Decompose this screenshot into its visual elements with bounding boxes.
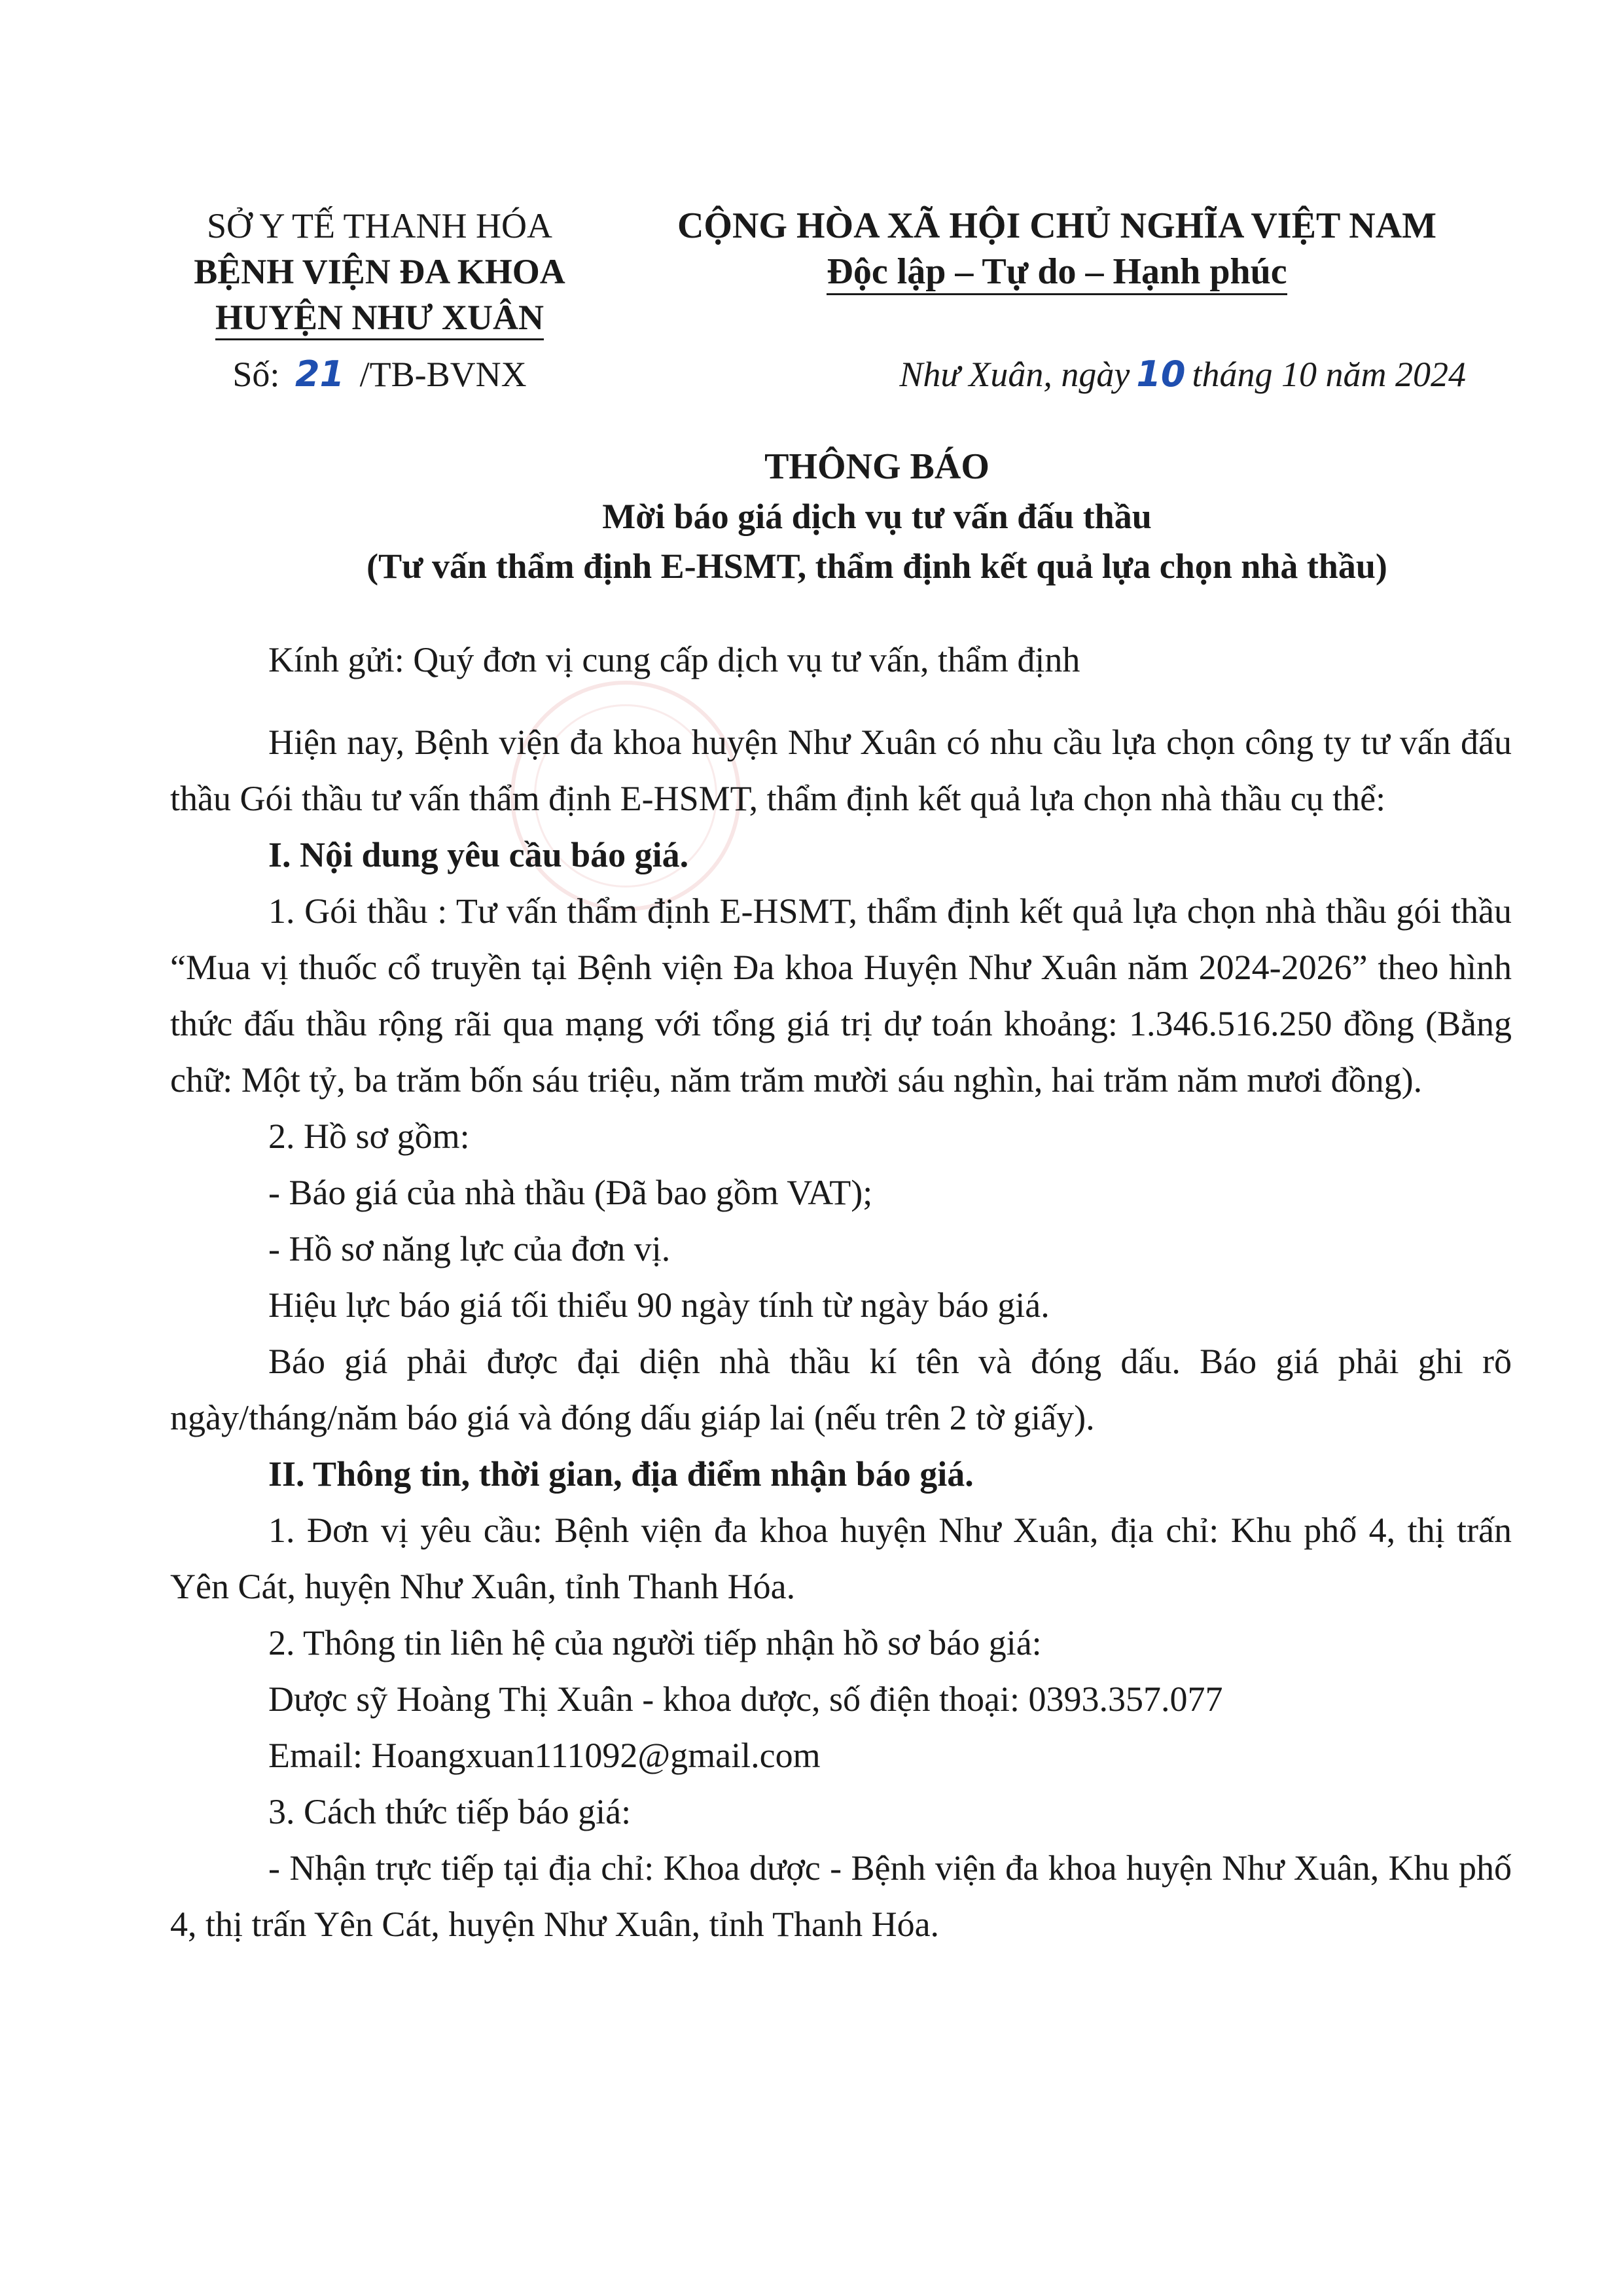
title-subtitle: Mời báo giá dịch vụ tư vấn đấu thầu <box>602 497 1152 536</box>
document-body <box>170 632 1512 1952</box>
contact-person: Dược sỹ Hoàng Thị Xuân - khoa dược, số điện thoại: 0393.357.077 <box>268 1679 1223 1719</box>
agency-name: SỞ Y TẾ THANH HÓA <box>206 206 552 245</box>
title-subtitle-2: (Tư vấn thẩm định E-HSMT, thẩm định kết quả lựa chọn nhà thầu) <box>366 547 1387 586</box>
item-2-b: - Hồ sơ năng lực của đơn vị. <box>268 1229 671 1268</box>
date-suffix: tháng 10 năm 2024 <box>1192 355 1466 394</box>
item-2-a: - Báo giá của nhà thầu (Đã bao gồm VAT); <box>268 1173 873 1212</box>
document-title <box>131 442 1623 591</box>
contact-email: Email: Hoangxuan111092@gmail.com <box>268 1736 821 1775</box>
s2-item-3: 3. Cách thức tiếp báo giá: <box>268 1792 632 1831</box>
signature-requirement: Báo giá phải được đại diện nhà thầu kí tên và đóng dấu. Báo giá phải ghi rõ ngày/tháng/năm báo giá và đóng dấu giáp lai (nếu trên 2 tờ giấy). <box>170 1342 1512 1437</box>
national-header <box>622 203 1492 295</box>
doc-number-prefix: Số: <box>232 355 280 394</box>
s2-item-1: 1. Đơn vị yêu cầu: Bệnh viện đa khoa huyện Như Xuân, địa chỉ: Khu phố 4, thị trấn Yên Cát, huyện Như Xuân, tỉnh Thanh Hóa. <box>170 1511 1512 1606</box>
intro-paragraph: Hiện nay, Bệnh viện đa khoa huyện Như Xuân có nhu cầu lựa chọn công ty tư vấn đấu thầu Gói thầu tư vấn thẩm định E-HSMT, thẩm định kết quả lựa chọn nhà thầu cụ thể: <box>170 723 1512 818</box>
national-motto: Độc lập – Tự do – Hạnh phúc <box>827 250 1287 295</box>
doc-number-suffix: /TB-BVNX <box>359 355 527 394</box>
item-1-paragraph: 1. Gói thầu : Tư vấn thẩm định E-HSMT, thẩm định kết quả lựa chọn nhà thầu gói thầu “Mua vị thuốc cổ truyền tại Bệnh viện Đa khoa Huyện Như Xuân năm 2024-2026” theo hình thức đấu thầu rộng rãi qua mạng với tổng giá trị dự toán khoảng: 1.346.516.250 đồng (Bằng chữ: Một tỷ, ba trăm bốn sáu triệu, năm trăm mười sáu nghìn, hai trăm năm mươi đồng). <box>170 891 1512 1100</box>
issue-date <box>622 353 1466 395</box>
issuer-header <box>151 203 609 340</box>
date-prefix: Như Xuân, ngày <box>899 355 1130 394</box>
section-1-title: I. Nội dung yêu cầu báo giá. <box>268 835 689 874</box>
s2-item-2: 2. Thông tin liên hệ của người tiếp nhận hồ sơ báo giá: <box>268 1623 1042 1662</box>
document-number <box>151 353 609 395</box>
date-day-handwritten: 10 <box>1136 353 1186 395</box>
hospital-name-line1: BỆNH VIỆN ĐA KHOA <box>194 252 565 291</box>
hospital-name-line2: HUYỆN NHƯ XUÂN <box>215 296 544 340</box>
section-2-title: II. Thông tin, thời gian, địa điểm nhận báo giá. <box>268 1454 974 1494</box>
title-heading: THÔNG BÁO <box>764 446 990 487</box>
validity-paragraph: Hiệu lực báo giá tối thiểu 90 ngày tính từ ngày báo giá. <box>268 1285 1050 1325</box>
doc-number-handwritten: 21 <box>294 353 345 395</box>
greeting: Kính gửi: Quý đơn vị cung cấp dịch vụ tư vấn, thẩm định <box>268 640 1080 679</box>
country-name: CỘNG HÒA XÃ HỘI CHỦ NGHĨA VIỆT NAM <box>677 206 1437 246</box>
s2-item-3-a: - Nhận trực tiếp tại địa chỉ: Khoa dược - Bệnh viện đa khoa huyện Như Xuân, Khu phố 4, thị trấn Yên Cát, huyện Như Xuân, tỉnh Thanh Hóa. <box>170 1848 1512 1944</box>
item-2-paragraph: 2. Hồ sơ gồm: <box>268 1117 470 1156</box>
